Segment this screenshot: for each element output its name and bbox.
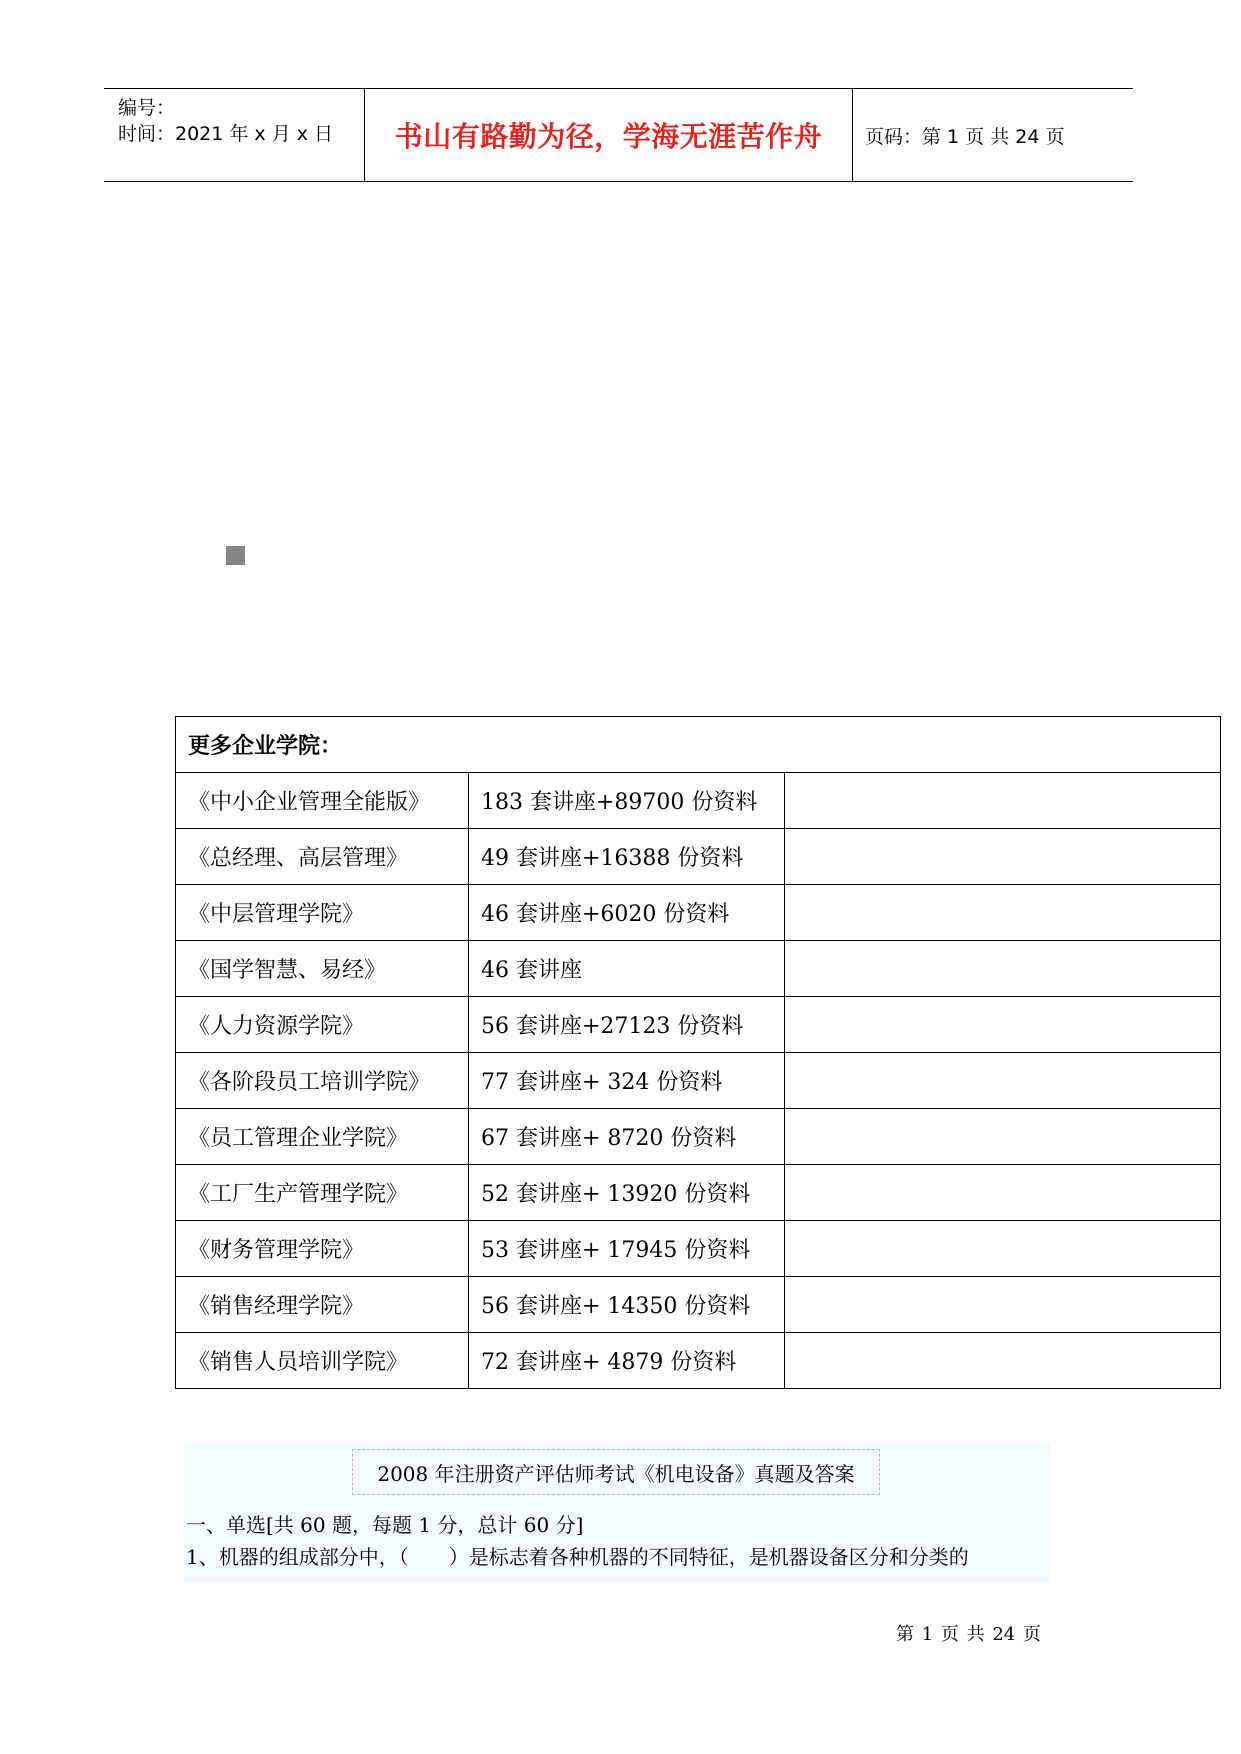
- course-detail-cell: 56 套讲座+ 14350 份资料: [469, 1277, 785, 1333]
- course-name-cell: 《员工管理企业学院》: [176, 1109, 469, 1165]
- course-detail-cell: 67 套讲座+ 8720 份资料: [469, 1109, 785, 1165]
- course-detail-cell: 46 套讲座+6020 份资料: [469, 885, 785, 941]
- course-extra-cell: [785, 1277, 1221, 1333]
- course-detail-cell: 56 套讲座+27123 份资料: [469, 997, 785, 1053]
- course-extra-cell: [785, 997, 1221, 1053]
- course-extra-cell: [785, 773, 1221, 829]
- table-row: [176, 941, 1221, 997]
- course-extra-cell: [785, 941, 1221, 997]
- table-row: [176, 1165, 1221, 1221]
- course-extra-cell: [785, 1165, 1221, 1221]
- course-detail-cell: 77 套讲座+ 324 份资料: [469, 1053, 785, 1109]
- course-detail-cell: 72 套讲座+ 4879 份资料: [469, 1333, 785, 1389]
- course-name-cell: 《人力资源学院》: [176, 997, 469, 1053]
- exam-question-1: 1、机器的组成部分中，（ ）是标志着各种机器的不同特征，是机器设备区分和分类的: [186, 1545, 969, 1569]
- table-row: [176, 829, 1221, 885]
- courses-table: [175, 716, 1221, 1389]
- course-detail-cell: 53 套讲座+ 17945 份资料: [469, 1221, 785, 1277]
- exam-section-heading: 一、单选[共 60 题，每题 1 分，总计 60 分]: [186, 1513, 584, 1537]
- page-header: [104, 88, 1133, 182]
- time-label: 时间：2021 年 x 月 x 日: [118, 123, 334, 145]
- course-name-cell: 《销售经理学院》: [176, 1277, 469, 1333]
- course-name-cell: 《财务管理学院》: [176, 1221, 469, 1277]
- course-name-cell: 《各阶段员工培训学院》: [176, 1053, 469, 1109]
- course-extra-cell: [785, 1053, 1221, 1109]
- course-name-cell: 《中层管理学院》: [176, 885, 469, 941]
- course-extra-cell: [785, 885, 1221, 941]
- header-page-cell: [853, 89, 1133, 181]
- table-row: [176, 885, 1221, 941]
- course-detail-cell: 52 套讲座+ 13920 份资料: [469, 1165, 785, 1221]
- table-row: [176, 1053, 1221, 1109]
- courses-title: 更多企业学院：: [176, 717, 1221, 773]
- table-row: [176, 773, 1221, 829]
- footer-page-number: 第 1 页 共 24 页: [896, 1624, 1041, 1645]
- course-extra-cell: [785, 1221, 1221, 1277]
- course-name-cell: 《中小企业管理全能版》: [176, 773, 469, 829]
- courses-title-row: [176, 717, 1221, 773]
- table-row: [176, 997, 1221, 1053]
- header-meta: [104, 89, 365, 181]
- table-row: [176, 1221, 1221, 1277]
- page-number-label: 页码：第 1 页 共 24 页: [865, 125, 1065, 148]
- course-name-cell: 《销售人员培训学院》: [176, 1333, 469, 1389]
- header-motto-cell: [365, 89, 853, 181]
- course-extra-cell: [785, 1109, 1221, 1165]
- table-row: [176, 1277, 1221, 1333]
- course-name-cell: 《工厂生产管理学院》: [176, 1165, 469, 1221]
- table-row: [176, 1333, 1221, 1389]
- course-extra-cell: [785, 1333, 1221, 1389]
- serial-number-label: 编号：: [118, 97, 176, 119]
- course-extra-cell: [785, 829, 1221, 885]
- course-detail-cell: 49 套讲座+16388 份资料: [469, 829, 785, 885]
- course-name-cell: 《国学智慧、易经》: [176, 941, 469, 997]
- course-detail-cell: 183 套讲座+89700 份资料: [469, 773, 785, 829]
- course-name-cell: 《总经理、高层管理》: [176, 829, 469, 885]
- exam-title: 2008 年注册资产评估师考试《机电设备》真题及答案: [352, 1449, 880, 1495]
- exam-excerpt: [184, 1443, 1050, 1583]
- course-detail-cell: 46 套讲座: [469, 941, 785, 997]
- image-placeholder-icon: [226, 546, 245, 565]
- motto-text: 书山有路勤为径，学海无涯苦作舟: [394, 120, 823, 153]
- table-row: [176, 1109, 1221, 1165]
